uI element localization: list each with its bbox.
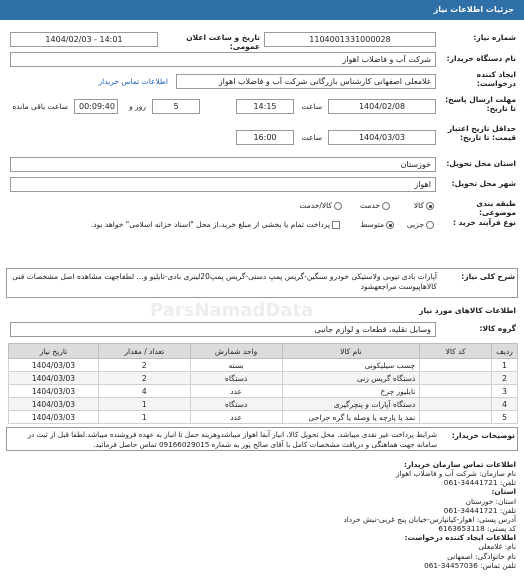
cell-row: 4 bbox=[492, 398, 518, 411]
remaining-time-label: ساعت باقی مانده bbox=[12, 102, 68, 111]
cell-unit: دستگاه bbox=[190, 398, 282, 411]
buyer-contact-info bbox=[216, 460, 516, 570]
cell-unit: بسته bbox=[190, 359, 282, 372]
row-province bbox=[6, 157, 518, 173]
remaining-time-field: 00:09:40 bbox=[74, 99, 118, 114]
goods-group-label: گروه کالا: bbox=[479, 324, 516, 333]
price-validity-label: حداقل تاریخ اعتبار قیمت: تا تاریخ: bbox=[447, 124, 516, 142]
cell-name: نمد یا پارچه یا وصله یا گره جراحی bbox=[282, 411, 420, 424]
col-qty: تعداد / مقدار bbox=[98, 344, 190, 359]
price-validity-time-label: ساعت bbox=[301, 133, 322, 142]
delivery-city-field[interactable]: اهواز bbox=[10, 177, 436, 192]
purchase-minor-radio-icon[interactable] bbox=[426, 221, 434, 229]
purchase-option-medium[interactable]: متوسط bbox=[360, 217, 394, 232]
announce-datetime-field[interactable]: 1404/02/03 - 14:01 bbox=[10, 32, 158, 47]
goods-table bbox=[8, 343, 518, 424]
cell-date: 1404/03/03 bbox=[9, 359, 99, 372]
cell-unit: عدد bbox=[190, 385, 282, 398]
cell-row: 2 bbox=[492, 372, 518, 385]
cell-date: 1404/03/03 bbox=[9, 398, 99, 411]
col-row: ردیف bbox=[492, 344, 518, 359]
cell-row: 5 bbox=[492, 411, 518, 424]
contact-line: نام خانوادگی: اصفهانی bbox=[447, 551, 516, 561]
need-number-label: شماره نیاز: bbox=[473, 33, 516, 42]
purchase-medium-radio-icon[interactable] bbox=[386, 221, 394, 229]
watermark-logo: ParsNamadData bbox=[150, 300, 314, 321]
contact-line: کد پستی: 6163653118 bbox=[438, 524, 516, 534]
row-price-validity bbox=[6, 123, 518, 153]
need-number-field[interactable]: 1104001331000028 bbox=[264, 32, 436, 47]
reply-time-field[interactable]: 14:15 bbox=[236, 99, 294, 114]
reply-days-label: روز و bbox=[129, 102, 146, 111]
buyer-notes-label: توضیحات خریدار: bbox=[451, 431, 515, 440]
treasury-bonds-checkbox-icon[interactable] bbox=[332, 221, 340, 229]
reply-date-field[interactable]: 1404/02/08 bbox=[328, 99, 436, 114]
cell-code bbox=[420, 411, 492, 424]
cell-name: دستگاه آپارات و پنچرگیری bbox=[282, 398, 420, 411]
cell-row: 3 bbox=[492, 385, 518, 398]
col-name: نام کالا bbox=[282, 344, 420, 359]
row-city bbox=[6, 177, 518, 193]
cell-name: دستگاه گریس زنی bbox=[282, 372, 420, 385]
price-validity-time-field[interactable]: 16:00 bbox=[236, 130, 294, 145]
price-validity-date-field[interactable]: 1404/03/03 bbox=[328, 130, 436, 145]
contact-line: تلفن: 34441721-061 bbox=[443, 505, 516, 515]
delivery-city-label: شهر محل تحویل: bbox=[451, 179, 516, 188]
table-row[interactable] bbox=[9, 398, 518, 411]
need-description-label: شرح کلی نیاز: bbox=[461, 272, 515, 281]
contact-line: اطلاعات تماس سازمان خریدار: bbox=[403, 460, 516, 469]
cell-date: 1404/03/03 bbox=[9, 411, 99, 424]
table-row[interactable] bbox=[9, 372, 518, 385]
table-row[interactable] bbox=[9, 359, 518, 372]
cell-qty: 2 bbox=[98, 359, 190, 372]
category-option-goods[interactable]: کالا bbox=[414, 198, 434, 213]
cell-code bbox=[420, 372, 492, 385]
cell-row: 1 bbox=[492, 359, 518, 372]
cell-code bbox=[420, 385, 492, 398]
category-option-service[interactable]: خدمت bbox=[360, 198, 390, 213]
purchase-type-label: نوع فرآیند خرید : bbox=[452, 218, 516, 227]
row-category bbox=[6, 197, 518, 217]
buyer-notes-text: شرایط پرداخت غیر نقدی میباشد. محل تحویل کالا، انبار آبفا اهواز میباشدوهزینه حمل تا انبار به عهده فروشنده میباشد.لطفا قبل از ثبت در سامانه جهت هماهنگی و دریافت مشخصات کامل با آقای صالح پور به شماره 09166029015 تماس حاصل فرمائید. bbox=[27, 430, 437, 449]
col-unit: واحد شمارش bbox=[190, 344, 282, 359]
buyer-notes-box bbox=[6, 427, 518, 451]
category-label: طبقه بندی موضوعی: bbox=[476, 199, 516, 217]
contact-line: استان: خوزستان bbox=[465, 496, 516, 506]
contact-line: آدرس پستی: اهواز-کیانپارس-خیابان پنج غربی-نبش خرداد bbox=[343, 514, 516, 524]
buyer-contact-link[interactable]: اطلاعات تماس خریدار bbox=[98, 77, 168, 86]
delivery-province-field[interactable]: خوزستان bbox=[10, 157, 436, 172]
cell-qty: 1 bbox=[98, 398, 190, 411]
row-need-number bbox=[6, 32, 518, 51]
cell-qty: 2 bbox=[98, 372, 190, 385]
goods-group-field[interactable]: وسایل نقلیه، قطعات و لوازم جانبی bbox=[10, 322, 436, 337]
treasury-bonds-option[interactable]: پرداخت تمام یا بخشی از مبلغ خرید،از محل "اسناد خزانه اسلامی" خواهد بود. bbox=[91, 217, 340, 232]
category-option-goods-service[interactable]: کالا/خدمت bbox=[299, 198, 342, 213]
goods-table-header bbox=[9, 344, 518, 359]
creator-field[interactable]: غلامعلی اصفهانی کارشناس بازرگانی شرکت آب و فاضلاب اهواز bbox=[176, 74, 436, 89]
row-creator bbox=[6, 71, 518, 93]
contact-line: نام: غلامعلی bbox=[478, 542, 516, 552]
cell-name: تایلیور چرخ bbox=[282, 385, 420, 398]
need-description-text: آپارات بادی تیوبی ولاستیکی خودرو سنگین-گریس پمپ دستی-گریس پمپ20لیتری بادی-تایلیو و... لطفاجهت مشاهده اصل مشخصات فنی کالاهاپیوست مراجعهشود bbox=[12, 272, 437, 291]
cell-code bbox=[420, 398, 492, 411]
row-buyer bbox=[6, 52, 518, 68]
cell-qty: 1 bbox=[98, 411, 190, 424]
cell-name: چسب سیلیکونی bbox=[282, 359, 420, 372]
col-code: کد کالا bbox=[420, 344, 492, 359]
contact-line: نام سازمان: شرکت آب و فاضلاب اهواز bbox=[395, 469, 516, 479]
cell-unit: عدد bbox=[190, 411, 282, 424]
page-title: جزئیات اطلاعات نیاز bbox=[0, 0, 524, 20]
contact-line: اطلاعات ایجاد کننده درخواست: bbox=[404, 533, 516, 543]
contact-line: استان: bbox=[491, 487, 516, 497]
table-row[interactable] bbox=[9, 411, 518, 424]
goods-group-row bbox=[6, 322, 518, 338]
cell-unit: دستگاه bbox=[190, 372, 282, 385]
category-goods-radio-icon[interactable] bbox=[426, 202, 434, 210]
cell-code bbox=[420, 359, 492, 372]
buyer-name-field[interactable]: شرکت آب و فاضلاب اهواز bbox=[10, 52, 436, 67]
cell-qty: 4 bbox=[98, 385, 190, 398]
goods-section-title: اطلاعات کالاهای مورد نیاز bbox=[419, 306, 516, 315]
purchase-option-minor[interactable]: جزیی bbox=[407, 217, 434, 232]
creator-label: ایجاد کننده درخواست: bbox=[476, 70, 516, 88]
reply-days-field[interactable]: 5 bbox=[152, 99, 200, 114]
contact-line: تلفن: 34441721-061 bbox=[443, 478, 516, 488]
reply-time-label: ساعت bbox=[301, 102, 322, 111]
announce-datetime-label: تاریخ و ساعت اعلان عمومی: bbox=[186, 33, 260, 51]
contact-line: تلفن تماس: 34457036-061 bbox=[424, 560, 516, 570]
col-date: تاریخ نیاز bbox=[9, 344, 99, 359]
category-service-radio-icon[interactable] bbox=[382, 202, 390, 210]
cell-date: 1404/03/03 bbox=[9, 372, 99, 385]
category-goods-service-radio-icon[interactable] bbox=[334, 202, 342, 210]
need-description-box bbox=[6, 268, 518, 298]
buyer-name-label: نام دستگاه خریدار: bbox=[446, 54, 516, 63]
delivery-province-label: استان محل تحویل: bbox=[446, 159, 516, 168]
row-reply-deadline bbox=[6, 96, 518, 118]
table-row[interactable] bbox=[9, 385, 518, 398]
cell-date: 1404/03/03 bbox=[9, 385, 99, 398]
row-purchase-type bbox=[6, 216, 518, 232]
reply-deadline-label: مهلت ارسال پاسخ: تا تاریخ: bbox=[445, 95, 516, 113]
